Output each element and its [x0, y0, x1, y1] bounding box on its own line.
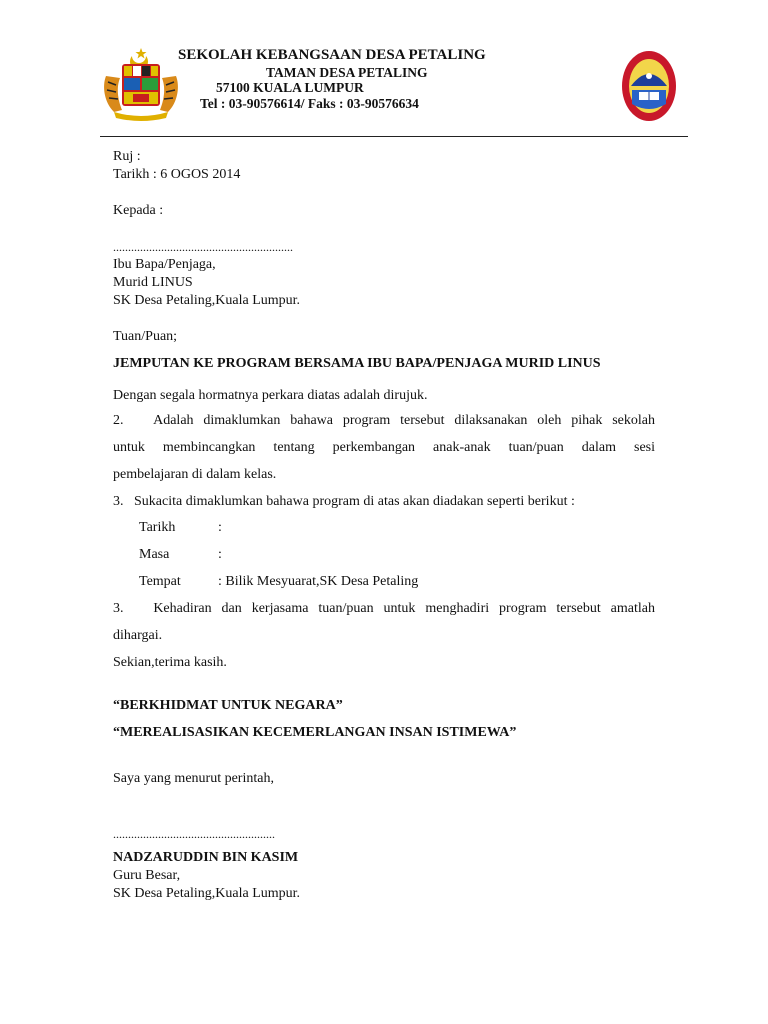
detail-label-time: Masa	[139, 547, 170, 562]
address-dots: ............................................................	[113, 240, 293, 254]
school-badge-icon	[620, 48, 678, 124]
malaysia-coat-of-arms-icon	[100, 46, 182, 122]
school-postcode-city: 57100 KUALA LUMPUR	[216, 80, 364, 95]
paragraph-2-line: untuk membincangkan tentang perkembangan anak-anak tuan/puan dalam sesi	[113, 440, 655, 455]
detail-value-time: :	[218, 547, 222, 562]
school-name: SEKOLAH KEBANGSAAN DESA PETALING	[178, 47, 486, 63]
paragraph-1: Dengan segala hormatnya perkara diatas adalah dirujuk.	[113, 388, 428, 403]
salutation: Tuan/Puan;	[113, 329, 178, 344]
header-divider	[100, 136, 688, 137]
reference-line: Ruj :	[113, 149, 141, 164]
date-line: Tarikh : 6 OGOS 2014	[113, 167, 241, 182]
paragraph-3: 3. Sukacita dimaklumkan bahawa program di atas akan diadakan seperti berikut :	[113, 494, 575, 509]
signatory-title: Guru Besar,	[113, 868, 181, 883]
recipient-line: Murid LINUS	[113, 275, 193, 290]
motto-1: “BERKHIDMAT UNTUK NEGARA”	[113, 698, 343, 713]
sign-off: Saya yang menurut perintah,	[113, 771, 274, 786]
signature-dots: ......................................................	[113, 827, 275, 841]
paragraph-4-last-line: dihargai.	[113, 628, 163, 643]
detail-label-date: Tarikh	[139, 520, 176, 535]
detail-label-venue: Tempat	[139, 574, 181, 589]
motto-2: “MEREALISASIKAN KECEMERLANGAN INSAN ISTIMEWA”	[113, 725, 517, 740]
detail-value-date: :	[218, 520, 222, 535]
paragraph-4-line: 3. Kehadiran dan kerjasama tuan/puan untuk menghadiri program tersebut amatlah	[113, 601, 655, 616]
closing-line: Sekian,terima kasih.	[113, 655, 227, 670]
detail-value-venue: : Bilik Mesyuarat,SK Desa Petaling	[218, 574, 419, 589]
signatory-name: NADZARUDDIN BIN KASIM	[113, 850, 299, 865]
school-area: TAMAN DESA PETALING	[266, 65, 428, 80]
letter-subject: JEMPUTAN KE PROGRAM BERSAMA IBU BAPA/PENJAGA MURID LINUS	[113, 356, 601, 371]
recipient-line: SK Desa Petaling,Kuala Lumpur.	[113, 293, 301, 308]
signatory-school: SK Desa Petaling,Kuala Lumpur.	[113, 886, 301, 901]
paragraph-2-line: 2. Adalah dimaklumkan bahawa program tersebut dilaksanakan oleh pihak sekolah	[113, 413, 655, 428]
school-contact: Tel : 03-90576614/ Faks : 03-90576634	[200, 96, 419, 111]
paragraph-2-last-line: pembelajaran di dalam kelas.	[113, 467, 277, 482]
recipient-heading: Kepada :	[113, 203, 164, 218]
recipient-line: Ibu Bapa/Penjaga,	[113, 257, 216, 272]
